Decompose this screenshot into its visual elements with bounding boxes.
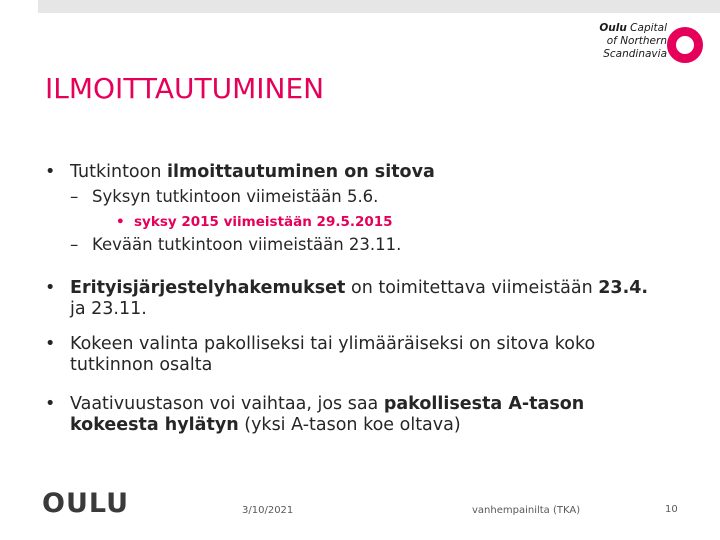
oulu-capital-logo-text <box>595 22 667 61</box>
sub-sub-marker: • <box>116 214 125 230</box>
bullet-2-bold2: 23.4. <box>598 278 649 298</box>
footer-center-text: vanhempainilta (TKA) <box>472 505 581 516</box>
bullet-4-pre: Vaativuustason voi vaihtaa, jos saa <box>70 394 384 414</box>
bullet-1-text <box>70 162 435 182</box>
sub-sub-bullet-note: syksy 2015 viimeistään 29.5.2015 <box>134 214 393 230</box>
top-bar <box>38 0 720 13</box>
bullet-marker-2: • <box>45 278 56 298</box>
bullet-2-bold: Erityisjärjestelyhakemukset <box>70 278 346 298</box>
bullet-2-mid: on toimitettava viimeistään <box>345 278 599 298</box>
logo-line1-rest: Capital <box>626 22 667 34</box>
footer-oulu-logo: OULU <box>42 488 130 519</box>
footer-date: 3/10/2021 <box>242 505 294 516</box>
bullet-marker-1: • <box>45 162 56 182</box>
bullet-2-line1 <box>70 278 648 298</box>
bullet-marker-4: • <box>45 394 56 414</box>
sub-marker-1: – <box>70 187 79 206</box>
bullet-1-bold: ilmoittautuminen on sitova <box>167 162 435 182</box>
sub-bullet-1: Syksyn tutkintoon viimeistään 5.6. <box>92 187 379 206</box>
bullet-marker-3: • <box>45 334 56 354</box>
bullet-4-line2 <box>70 415 461 435</box>
sub-marker-2: – <box>70 235 79 254</box>
bullet-3-line1: Kokeen valinta pakolliseksi tai ylimääräiseksi on sitova koko <box>70 334 596 354</box>
bullet-4-line1 <box>70 394 584 414</box>
sub-bullet-2: Kevään tutkintoon viimeistään 23.11. <box>92 235 402 254</box>
bullet-4-rest: (yksi A-tason koe oltava) <box>238 415 461 435</box>
logo-line3: Scandinavia <box>603 48 667 60</box>
page-title: ILMOITTAUTUMINEN <box>45 72 325 105</box>
bullet-1-pre: Tutkintoon <box>70 162 168 182</box>
logo-line1-bold: Oulu <box>599 22 627 34</box>
bullet-3-line2: tutkinnon osalta <box>70 355 213 375</box>
page-number: 10 <box>665 504 678 515</box>
bullet-4-bold: pakollisesta A-tason <box>383 394 585 414</box>
bullet-4-bold2: kokeesta hylätyn <box>70 415 239 435</box>
logo-line2: of Northern <box>606 35 667 47</box>
oulu-ring-logo-icon <box>666 26 704 64</box>
bullet-2-line2: ja 23.11. <box>70 299 147 319</box>
